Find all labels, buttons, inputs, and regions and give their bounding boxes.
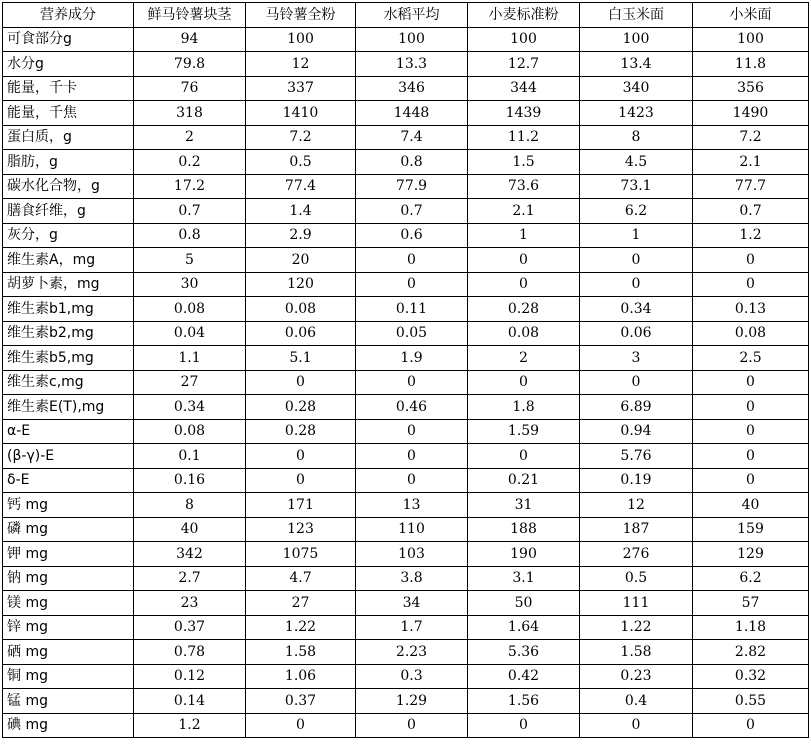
table-cell: 0.12 <box>134 664 246 689</box>
table-cell: 4.5 <box>580 150 693 175</box>
table-cell: 11.8 <box>693 52 809 77</box>
table-cell: 0.11 <box>356 297 468 322</box>
row-label: 钠 mg <box>3 566 134 591</box>
table-cell: 0.08 <box>134 297 246 322</box>
table-cell: 342 <box>134 542 246 567</box>
table-cell: 6.2 <box>693 566 809 591</box>
table-cell: 57 <box>693 591 809 616</box>
table-cell: 40 <box>693 493 809 518</box>
table-row <box>3 444 809 469</box>
table-cell: 1.58 <box>580 640 693 665</box>
table-cell: 77.7 <box>693 174 809 199</box>
table-row <box>3 174 809 199</box>
row-label: 水分g <box>3 52 134 77</box>
row-label: 膳食纤维，g <box>3 199 134 224</box>
nutrition-table <box>2 2 809 738</box>
table-cell: 11.2 <box>468 125 580 150</box>
table-cell: 2.5 <box>693 346 809 371</box>
row-label: 镁 mg <box>3 591 134 616</box>
table-cell: 340 <box>580 76 693 101</box>
table-header <box>3 3 809 28</box>
table-cell: 1.58 <box>246 640 356 665</box>
table-cell: 2.7 <box>134 566 246 591</box>
table-cell: 20 <box>246 248 356 273</box>
table-cell: 0.28 <box>246 395 356 420</box>
table-cell: 0 <box>693 395 809 420</box>
table-cell: 0 <box>580 272 693 297</box>
row-label: 能量，千卡 <box>3 76 134 101</box>
table-cell: 0.7 <box>356 199 468 224</box>
table-cell: 100 <box>246 27 356 52</box>
table-cell: 7.4 <box>356 125 468 150</box>
table-cell: 0 <box>356 419 468 444</box>
table-cell: 5.36 <box>468 640 580 665</box>
table-cell: 0.04 <box>134 321 246 346</box>
table-cell: 1448 <box>356 101 468 126</box>
table-cell: 276 <box>580 542 693 567</box>
row-label: 锌 mg <box>3 615 134 640</box>
table-cell: 100 <box>356 27 468 52</box>
table-cell: 0.06 <box>246 321 356 346</box>
row-label: 灰分，g <box>3 223 134 248</box>
table-row <box>3 395 809 420</box>
table-row <box>3 150 809 175</box>
table-cell: 0.06 <box>580 321 693 346</box>
row-label: 维生素b1,mg <box>3 297 134 322</box>
table-cell: 0 <box>356 272 468 297</box>
row-label: 维生素E(T),mg <box>3 395 134 420</box>
table-cell: 73.1 <box>580 174 693 199</box>
table-cell: 1075 <box>246 542 356 567</box>
column-header-nutrient: 营养成分 <box>3 3 134 28</box>
table-cell: 8 <box>580 125 693 150</box>
table-row <box>3 27 809 52</box>
table-cell: 1.2 <box>134 713 246 738</box>
table-cell: 0.78 <box>134 640 246 665</box>
table-cell: 0 <box>693 272 809 297</box>
table-cell: 1.22 <box>580 615 693 640</box>
table-cell: 0.2 <box>134 150 246 175</box>
column-header-food: 小麦标准粉 <box>468 3 580 28</box>
table-cell: 103 <box>356 542 468 567</box>
table-cell: 13.4 <box>580 52 693 77</box>
table-cell: 0.94 <box>580 419 693 444</box>
table-cell: 76 <box>134 76 246 101</box>
table-row <box>3 591 809 616</box>
table-cell: 6.2 <box>580 199 693 224</box>
table-cell: 1.64 <box>468 615 580 640</box>
column-header-food: 鲜马铃薯块茎 <box>134 3 246 28</box>
table-cell: 30 <box>134 272 246 297</box>
table-cell: 0 <box>580 370 693 395</box>
table-cell: 3 <box>580 346 693 371</box>
table-cell: 344 <box>468 76 580 101</box>
table-cell: 34 <box>356 591 468 616</box>
table-cell: 100 <box>580 27 693 52</box>
row-label: 钙 mg <box>3 493 134 518</box>
table-cell: 0 <box>468 272 580 297</box>
table-row <box>3 101 809 126</box>
table-cell: 79.8 <box>134 52 246 77</box>
row-label: 磷 mg <box>3 517 134 542</box>
table-row <box>3 297 809 322</box>
table-cell: 0.42 <box>468 664 580 689</box>
table-cell: 0 <box>468 713 580 738</box>
row-label: 硒 mg <box>3 640 134 665</box>
table-cell: 2 <box>468 346 580 371</box>
table-cell: 0.3 <box>356 664 468 689</box>
table-cell: 0 <box>356 444 468 469</box>
row-label: 脂肪，g <box>3 150 134 175</box>
row-label: 铜 mg <box>3 664 134 689</box>
table-cell: 17.2 <box>134 174 246 199</box>
table-row <box>3 517 809 542</box>
table-cell: 1.59 <box>468 419 580 444</box>
table-cell: 0.37 <box>246 689 356 714</box>
table-cell: 0.7 <box>693 199 809 224</box>
table-cell: 0 <box>693 713 809 738</box>
table-cell: 0 <box>468 370 580 395</box>
table-row <box>3 248 809 273</box>
table-cell: 7.2 <box>693 125 809 150</box>
table-cell: 1.2 <box>693 223 809 248</box>
table-cell: 190 <box>468 542 580 567</box>
table-cell: 0.21 <box>468 468 580 493</box>
table-cell: 31 <box>468 493 580 518</box>
table-cell: 100 <box>693 27 809 52</box>
table-cell: 0 <box>356 370 468 395</box>
table-row <box>3 272 809 297</box>
table-cell: 73.6 <box>468 174 580 199</box>
table-cell: 0.08 <box>134 419 246 444</box>
table-cell: 187 <box>580 517 693 542</box>
table-cell: 27 <box>246 591 356 616</box>
table-cell: 8 <box>134 493 246 518</box>
table-cell: 0.32 <box>693 664 809 689</box>
table-row <box>3 346 809 371</box>
table-row <box>3 664 809 689</box>
table-cell: 3.1 <box>468 566 580 591</box>
table-cell: 13 <box>356 493 468 518</box>
table-cell: 1.8 <box>468 395 580 420</box>
table-cell: 0.5 <box>246 150 356 175</box>
row-label: 维生素A，mg <box>3 248 134 273</box>
table-cell: 0.19 <box>580 468 693 493</box>
table-cell: 1.29 <box>356 689 468 714</box>
table-cell: 0 <box>356 713 468 738</box>
table-cell: 0 <box>468 444 580 469</box>
row-label: 可食部分g <box>3 27 134 52</box>
table-cell: 0.23 <box>580 664 693 689</box>
table-cell: 0.6 <box>356 223 468 248</box>
table-cell: 0.46 <box>356 395 468 420</box>
table-cell: 0.8 <box>356 150 468 175</box>
column-header-food: 马铃薯全粉 <box>246 3 356 28</box>
table-cell: 1.9 <box>356 346 468 371</box>
table-cell: 0 <box>693 248 809 273</box>
table-cell: 7.2 <box>246 125 356 150</box>
table-cell: 0.7 <box>134 199 246 224</box>
row-label: (β-γ)-E <box>3 444 134 469</box>
table-row <box>3 52 809 77</box>
table-cell: 1 <box>580 223 693 248</box>
table-cell: 0 <box>246 713 356 738</box>
table-cell: 2.82 <box>693 640 809 665</box>
table-cell: 0.1 <box>134 444 246 469</box>
table-cell: 0 <box>356 248 468 273</box>
table-cell: 111 <box>580 591 693 616</box>
table-cell: 1439 <box>468 101 580 126</box>
table-cell: 0.05 <box>356 321 468 346</box>
column-header-food: 小米面 <box>693 3 809 28</box>
table-cell: 2.9 <box>246 223 356 248</box>
table-cell: 5.1 <box>246 346 356 371</box>
table-cell: 2 <box>134 125 246 150</box>
table-cell: 94 <box>134 27 246 52</box>
table-row <box>3 615 809 640</box>
table-row <box>3 419 809 444</box>
table-row <box>3 223 809 248</box>
header-row <box>3 3 809 28</box>
table-cell: 1410 <box>246 101 356 126</box>
table-cell: 1.5 <box>468 150 580 175</box>
table-cell: 5.76 <box>580 444 693 469</box>
table-cell: 337 <box>246 76 356 101</box>
row-label: 碳水化合物，g <box>3 174 134 199</box>
table-cell: 188 <box>468 517 580 542</box>
table-cell: 13.3 <box>356 52 468 77</box>
table-cell: 0.37 <box>134 615 246 640</box>
row-label: 蛋白质，g <box>3 125 134 150</box>
table-row <box>3 321 809 346</box>
table-cell: 6.89 <box>580 395 693 420</box>
table-cell: 1.22 <box>246 615 356 640</box>
row-label: 维生素b5,mg <box>3 346 134 371</box>
row-label: 钾 mg <box>3 542 134 567</box>
table-cell: 159 <box>693 517 809 542</box>
table-cell: 0.08 <box>468 321 580 346</box>
row-label: 碘 mg <box>3 713 134 738</box>
table-cell: 50 <box>468 591 580 616</box>
table-cell: 0.34 <box>580 297 693 322</box>
table-cell: 0.4 <box>580 689 693 714</box>
table-cell: 318 <box>134 101 246 126</box>
table-cell: 1.1 <box>134 346 246 371</box>
table-row <box>3 542 809 567</box>
table-cell: 0.16 <box>134 468 246 493</box>
table-row <box>3 468 809 493</box>
table-cell: 0 <box>246 468 356 493</box>
table-row <box>3 566 809 591</box>
row-label: 能量，千焦 <box>3 101 134 126</box>
table-cell: 12 <box>246 52 356 77</box>
table-cell: 23 <box>134 591 246 616</box>
table-cell: 0 <box>580 713 693 738</box>
table-cell: 1 <box>468 223 580 248</box>
row-label: 维生素b2,mg <box>3 321 134 346</box>
column-header-food: 水稻平均 <box>356 3 468 28</box>
row-label: 维生素c,mg <box>3 370 134 395</box>
table-cell: 5 <box>134 248 246 273</box>
table-row <box>3 640 809 665</box>
table-cell: 123 <box>246 517 356 542</box>
table-cell: 4.7 <box>246 566 356 591</box>
column-header-food: 白玉米面 <box>580 3 693 28</box>
table-body <box>3 27 809 738</box>
table-cell: 27 <box>134 370 246 395</box>
table-cell: 1423 <box>580 101 693 126</box>
table-cell: 1.4 <box>246 199 356 224</box>
table-row <box>3 713 809 738</box>
table-cell: 0 <box>693 468 809 493</box>
table-cell: 0 <box>468 248 580 273</box>
table-cell: 0.08 <box>693 321 809 346</box>
table-cell: 129 <box>693 542 809 567</box>
table-cell: 0.5 <box>580 566 693 591</box>
table-row <box>3 370 809 395</box>
table-cell: 0.28 <box>246 419 356 444</box>
table-cell: 346 <box>356 76 468 101</box>
table-cell: 1.7 <box>356 615 468 640</box>
table-cell: 1.06 <box>246 664 356 689</box>
row-label: α-E <box>3 419 134 444</box>
table-cell: 356 <box>693 76 809 101</box>
table-cell: 0.14 <box>134 689 246 714</box>
table-cell: 1.18 <box>693 615 809 640</box>
table-cell: 0.08 <box>246 297 356 322</box>
table-row <box>3 199 809 224</box>
table-cell: 0.28 <box>468 297 580 322</box>
table-cell: 77.9 <box>356 174 468 199</box>
table-row <box>3 125 809 150</box>
table-cell: 120 <box>246 272 356 297</box>
table-cell: 0 <box>693 370 809 395</box>
table-row <box>3 493 809 518</box>
table-cell: 12.7 <box>468 52 580 77</box>
row-label: 锰 mg <box>3 689 134 714</box>
table-cell: 171 <box>246 493 356 518</box>
table-cell: 0.13 <box>693 297 809 322</box>
table-cell: 3.8 <box>356 566 468 591</box>
table-row <box>3 76 809 101</box>
table-cell: 0 <box>246 370 356 395</box>
table-cell: 2.1 <box>693 150 809 175</box>
table-cell: 2.1 <box>468 199 580 224</box>
table-cell: 100 <box>468 27 580 52</box>
table-cell: 0 <box>246 444 356 469</box>
table-cell: 40 <box>134 517 246 542</box>
table-row <box>3 689 809 714</box>
table-cell: 0 <box>693 419 809 444</box>
table-cell: 2.23 <box>356 640 468 665</box>
table-cell: 0 <box>356 468 468 493</box>
table-cell: 0 <box>580 248 693 273</box>
table-cell: 0.8 <box>134 223 246 248</box>
table-cell: 1.56 <box>468 689 580 714</box>
table-cell: 77.4 <box>246 174 356 199</box>
table-cell: 0 <box>693 444 809 469</box>
table-cell: 1490 <box>693 101 809 126</box>
table-cell: 12 <box>580 493 693 518</box>
row-label: δ-E <box>3 468 134 493</box>
row-label: 胡萝卜素，mg <box>3 272 134 297</box>
table-cell: 110 <box>356 517 468 542</box>
table-cell: 0.55 <box>693 689 809 714</box>
table-cell: 0.34 <box>134 395 246 420</box>
